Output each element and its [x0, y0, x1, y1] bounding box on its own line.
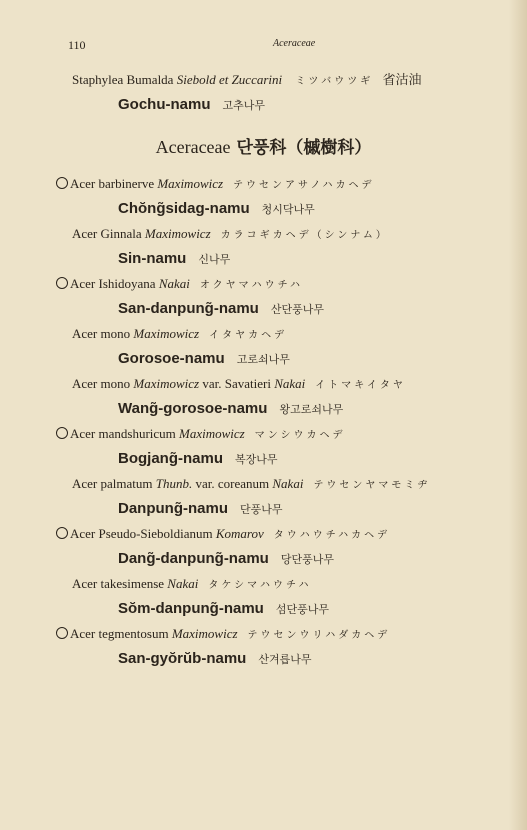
circle-mark-icon [56, 277, 68, 289]
page-number: 110 [68, 38, 86, 52]
species-line [0, 324, 527, 344]
species-author: Thunb. [155, 476, 193, 491]
variety-author: Nakai [274, 376, 306, 391]
korean-name-line [0, 344, 527, 374]
species-entries [0, 174, 527, 674]
korean-romanized: Gorosoe-namu [118, 350, 225, 367]
korean-name-line [0, 544, 527, 574]
korean-romanized: Gochu-namu [118, 96, 211, 113]
species-name: Acer mono [72, 376, 131, 391]
species-line [0, 474, 527, 494]
korean-name-line [0, 494, 527, 524]
korean-romanized: Bogjang̃-namu [118, 450, 223, 467]
korean-romanized: San-danpung̃-namu [118, 300, 259, 317]
korean-romanized: Danpung̃-namu [118, 500, 228, 517]
korean-name-line [0, 294, 527, 324]
species-line [0, 224, 527, 244]
korean-romanized: Dang̃-danpung̃-namu [118, 550, 269, 567]
katakana-name: イトマキイタヤ [315, 380, 406, 391]
hangul-name: 단풍나무 [240, 503, 283, 516]
species-line [0, 574, 527, 594]
korean-romanized: Sin-namu [118, 250, 187, 267]
species-author: Maximowicz [133, 326, 200, 341]
katakana-name: タウハウチハカヘデ [273, 530, 391, 541]
korean-romanized: San-gyŏrŭb-namu [118, 650, 247, 667]
species-name: Acer Ishidoyana [70, 276, 156, 291]
species-line [0, 424, 527, 444]
korean-name-line [0, 444, 527, 474]
hangul-name: 고로쇠나무 [236, 353, 290, 366]
katakana-name: カラコギカヘデ（シンナム） [220, 230, 389, 241]
family-latin: Aceraceae [155, 137, 231, 157]
running-head: Aceraceae [273, 38, 316, 49]
species-name: Acer mono [72, 326, 131, 341]
katakana-name: タケシマハウチハ [208, 580, 312, 591]
species-author: Komarov [215, 526, 264, 541]
species-author: Maximowicz [133, 376, 200, 391]
katakana-name: ミツバウツギ [295, 76, 374, 87]
hangul-name: 섬단풍나무 [275, 603, 329, 616]
species-line [0, 274, 527, 294]
hangul-name: 당단풍나무 [280, 553, 334, 566]
species-name: Acer Ginnala [72, 226, 142, 241]
korean-romanized: Wang̃-gorosoe-namu [118, 400, 268, 417]
katakana-name: テウセンアサノハカヘデ [233, 180, 375, 191]
hangul-name: 신나무 [198, 253, 231, 266]
circle-mark-icon [56, 177, 68, 189]
katakana-name: オクヤマハウチハ [199, 280, 303, 291]
species-name: Acer takesimense [72, 576, 165, 591]
katakana-name: マンシウカヘデ [254, 430, 346, 441]
species-line [0, 174, 527, 194]
circle-mark-icon [56, 527, 68, 539]
species-author: Nakai [167, 576, 199, 591]
hangul-name: 왕고로쇠나무 [279, 403, 344, 416]
species-line [0, 624, 527, 644]
species-name: Acer mandshuricum [70, 426, 176, 441]
variety-name: var. coreanum [195, 476, 270, 491]
katakana-name: テウセンヤマモミヂ [313, 480, 431, 491]
species-name: Acer barbinerve [70, 176, 155, 191]
species-name: Acer tegmentosum [70, 626, 169, 641]
variety-author: Nakai [272, 476, 304, 491]
top-entry-line [0, 70, 527, 90]
species-line [0, 524, 527, 544]
hangul-name: 산단풍나무 [270, 303, 324, 316]
species-author: Nakai [158, 276, 190, 291]
hangul-name: 복장나무 [235, 453, 278, 466]
page-header [68, 38, 488, 56]
species-author: Maximowicz [157, 176, 224, 191]
hangul-name: 고추나무 [222, 99, 266, 112]
korean-name-line [0, 594, 527, 624]
kanji-name: 省沽油 [382, 73, 422, 88]
korean-name-line [0, 394, 527, 424]
circle-mark-icon [56, 427, 68, 439]
family-heading [0, 120, 527, 174]
variety-name: var. Savatieri [202, 376, 271, 391]
korean-name-line [0, 644, 527, 674]
species-author: Maximowicz [171, 626, 238, 641]
species-author: Siebold et Zuccarini [176, 72, 283, 87]
korean-name-line [0, 90, 527, 120]
hangul-name: 산겨릅나무 [258, 653, 312, 666]
korean-name-line [0, 244, 527, 274]
species-line [0, 374, 527, 394]
korean-romanized: Chŏng̃sidag-namu [118, 200, 250, 217]
species-name: Staphylea Bumalda [72, 72, 174, 87]
korean-romanized: Sŏm-danpung̃-namu [118, 600, 264, 617]
katakana-name: イタヤカヘデ [209, 330, 288, 341]
species-name: Acer Pseudo-Sieboldianum [70, 526, 213, 541]
family-east-asian: 단풍科（槭樹科） [236, 138, 372, 158]
katakana-name: テウセンウリハダカヘデ [247, 630, 391, 641]
korean-name-line [0, 194, 527, 224]
species-author: Maximowicz [179, 426, 245, 441]
species-name: Acer palmatum [72, 476, 153, 491]
hangul-name: 청시닥나무 [261, 203, 315, 216]
circle-mark-icon [56, 627, 68, 639]
species-author: Maximowicz [144, 226, 211, 241]
entry-list [0, 70, 527, 674]
